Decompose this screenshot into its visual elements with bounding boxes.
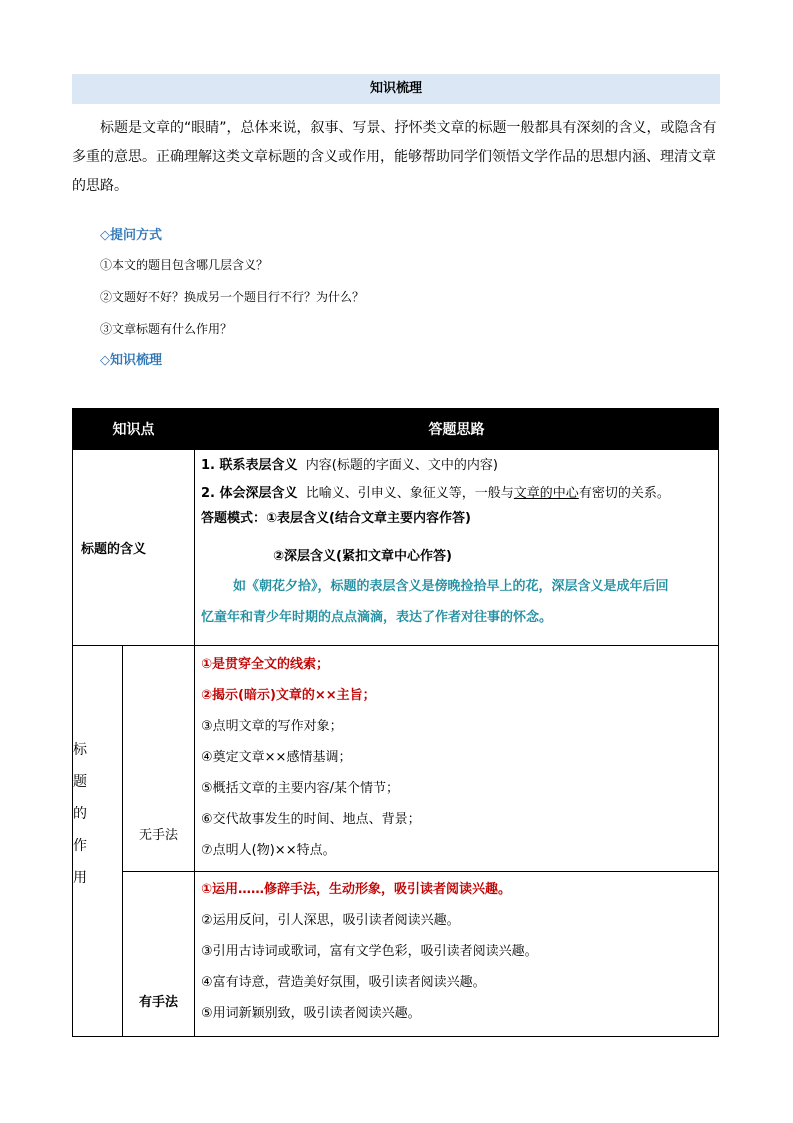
row-content-no-technique bbox=[195, 646, 719, 872]
line-text-underlined: 文章的中心 bbox=[513, 486, 579, 501]
table-header-row bbox=[73, 409, 719, 450]
list-item: ②揭示(暗示)文章的××主旨； bbox=[201, 688, 376, 703]
row-content-meaning bbox=[195, 450, 719, 646]
list-item: ③引用古诗词或歌词，富有文学色彩，吸引读者阅读兴趣。 bbox=[201, 944, 538, 959]
row-label-text: 无手法 bbox=[138, 828, 178, 843]
row-side-label-function bbox=[73, 646, 123, 1037]
example-line: 如《朝花夕拾》，标题的表层含义是傍晚捡拾早上的花，深层含义是成年后回 bbox=[233, 579, 669, 594]
row-label-meaning bbox=[73, 450, 195, 646]
side-char: 用 bbox=[73, 870, 87, 886]
line-text: 有密切的关系。 bbox=[578, 486, 670, 501]
list-item: ②运用反问，引人深思，吸引读者阅读兴趣。 bbox=[201, 913, 460, 928]
line-text: 内容(标题的字面义、文中的内容) bbox=[305, 458, 498, 473]
table-row bbox=[73, 450, 719, 646]
answer-mode-2: ②深层含义(紧扣文章中心作答) bbox=[273, 549, 452, 564]
list-item: ④富有诗意，营造美好氛围，吸引读者阅读兴趣。 bbox=[201, 975, 486, 990]
list-item: ①运用……修辞手法，生动形象，吸引读者阅读兴趣。 bbox=[201, 882, 512, 897]
row-label-no-technique bbox=[123, 646, 195, 872]
question-item: ①本文的题目包含哪几层含义？ bbox=[100, 258, 269, 272]
side-char: 作 bbox=[73, 838, 87, 854]
list-item: ④奠定文章××感情基调； bbox=[201, 750, 352, 765]
side-char: 题 bbox=[73, 774, 87, 790]
side-char: 标 bbox=[73, 742, 87, 758]
list-item: ⑥交代故事发生的时间、地点、背景； bbox=[201, 812, 421, 827]
content-line bbox=[195, 450, 718, 481]
content-line bbox=[195, 481, 718, 507]
row-label-text: 有手法 bbox=[138, 995, 178, 1010]
table-row bbox=[73, 646, 719, 872]
intro-paragraph: 标题是文章的“眼睛”，总体来说，叙事、写景、抒怀类文章的标题一般都具有深刻的含义，或隐含有多重的意思。正确理解这类文章标题的含义或作用，能够帮助同学们领悟文学作品的思想内涵、理清文章的思路。 bbox=[72, 120, 717, 194]
knowledge-section-title: ◇知识梳理 bbox=[100, 353, 162, 368]
question-item: ②文题好不好？换成另一个题目行不行？为什么？ bbox=[100, 290, 365, 304]
row-label-with-technique bbox=[123, 872, 195, 1037]
answer-mode: 答题模式：①表层含义(结合文章主要内容作答) bbox=[201, 511, 471, 526]
list-item: ⑤概括文章的主要内容/某个情节； bbox=[201, 781, 400, 796]
header-knowledge-point: 知识点 bbox=[73, 409, 195, 450]
question-item: ③文章标题有什么作用？ bbox=[100, 322, 233, 336]
list-item: ①是贯穿全文的线索； bbox=[201, 657, 330, 672]
line-head: 1. 联系表层含义 bbox=[201, 458, 298, 473]
example-line: 忆童年和青少年时期的点点滴滴，表达了作者对往事的怀念。 bbox=[201, 610, 553, 625]
list-item: ⑤用词新颖别致，吸引读者阅读兴趣。 bbox=[201, 1006, 421, 1021]
section-banner: 知识梳理 bbox=[72, 74, 720, 104]
table-row bbox=[73, 872, 719, 1037]
list-item: ③点明文章的写作对象； bbox=[201, 719, 343, 734]
question-section-title: ◇提问方式 bbox=[100, 228, 162, 243]
row-content-with-technique bbox=[195, 872, 719, 1037]
row-label-text: 标题的含义 bbox=[81, 542, 147, 557]
line-head: 2. 体会深层含义 bbox=[201, 486, 298, 501]
list-item: ⑦点明人(物)××特点。 bbox=[201, 843, 336, 858]
line-text: 比喻义、引申义、象征义等，一般与 bbox=[305, 486, 514, 501]
knowledge-table bbox=[72, 408, 719, 1037]
side-char: 的 bbox=[73, 806, 87, 822]
header-answer-approach: 答题思路 bbox=[195, 409, 719, 450]
